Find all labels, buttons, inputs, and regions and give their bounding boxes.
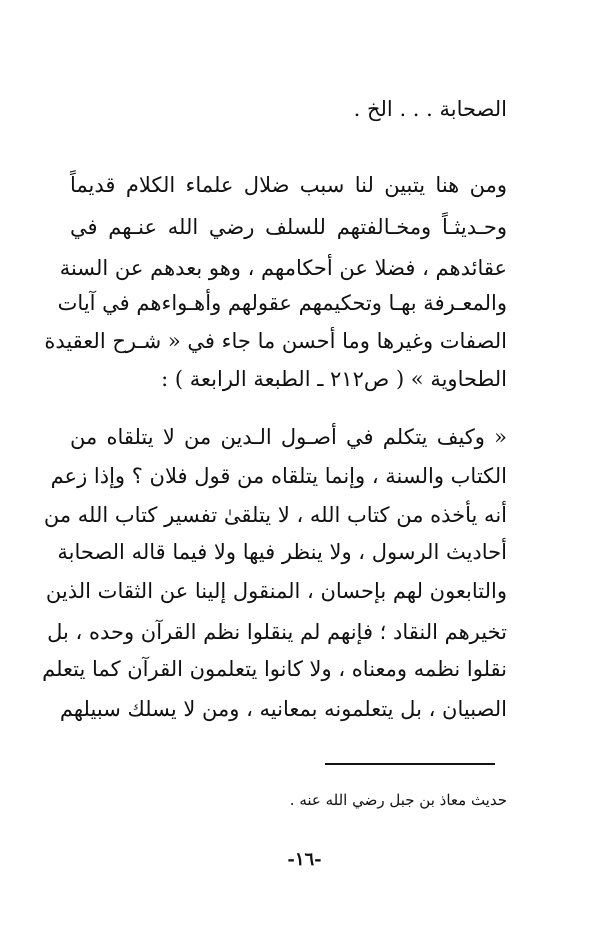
paragraph-1-line: الصفات وغيرها وما أحسن ما جاء في « شـرح العقيدة xyxy=(44,329,507,353)
quotation-line: « وكيف يتكلم في أصـول الـدين من لا يتلقاه من xyxy=(70,425,507,449)
quotation-line: نقلوا نظمه ومعناه ، ولا كانوا يتعلمون القرآن كما يتعلم xyxy=(42,657,507,681)
paragraph-1-line: الطحاوية » ( ص٢١٢ ـ الطبعة الرابعة ) : xyxy=(161,367,507,391)
quotation-line: أنه يأخذه من كتاب الله ، لا يتلقىٰ تفسير كتاب الله من xyxy=(43,503,507,527)
paragraph-1-line: عقائدهم ، فضلا عن أحكامهم ، وهو بعدهم عن السنة xyxy=(59,256,507,280)
text-line-continuation: الصحابة . . . الخ . xyxy=(353,97,507,121)
quotation-line: أحاديث الرسول ، ولا ينظر فيها ولا فيما قاله الصحابة xyxy=(57,540,507,564)
quotation-line: الكتاب والسنة ، وإنما يتلقاه من قول فلان ؟ وإذا زعم xyxy=(50,464,507,488)
footnote: حديث معاذ بن جبل رضي الله عنه . xyxy=(289,791,507,809)
paragraph-1-line: والمعـرفة بهـا وتحكيمهم عقولهم وأهـواءهم في آيات xyxy=(57,291,507,315)
page-number: -١٦- xyxy=(287,849,322,870)
quotation-line: والتابعون لهم بإحسان ، المنقول إلينا عن الثقات الذين xyxy=(45,579,507,603)
quotation-line: الصبيان ، بل يتعلمونه بمعانيه ، ومن لا يسلك سبيلهم xyxy=(59,697,507,721)
paragraph-1-line: ومن هنا يتبين لنا سبب ضلال علماء الكلام قديماً xyxy=(70,173,507,197)
footnote-separator xyxy=(325,763,495,765)
quotation-line: تخيرهم النقاد ؛ فإنهم لم ينقلوا نظم القرآن وحده ، بل xyxy=(47,620,507,644)
paragraph-1-line: وحـديثـاً ومخـالفتهم للسلف رضي الله عنـهم في xyxy=(70,215,507,239)
